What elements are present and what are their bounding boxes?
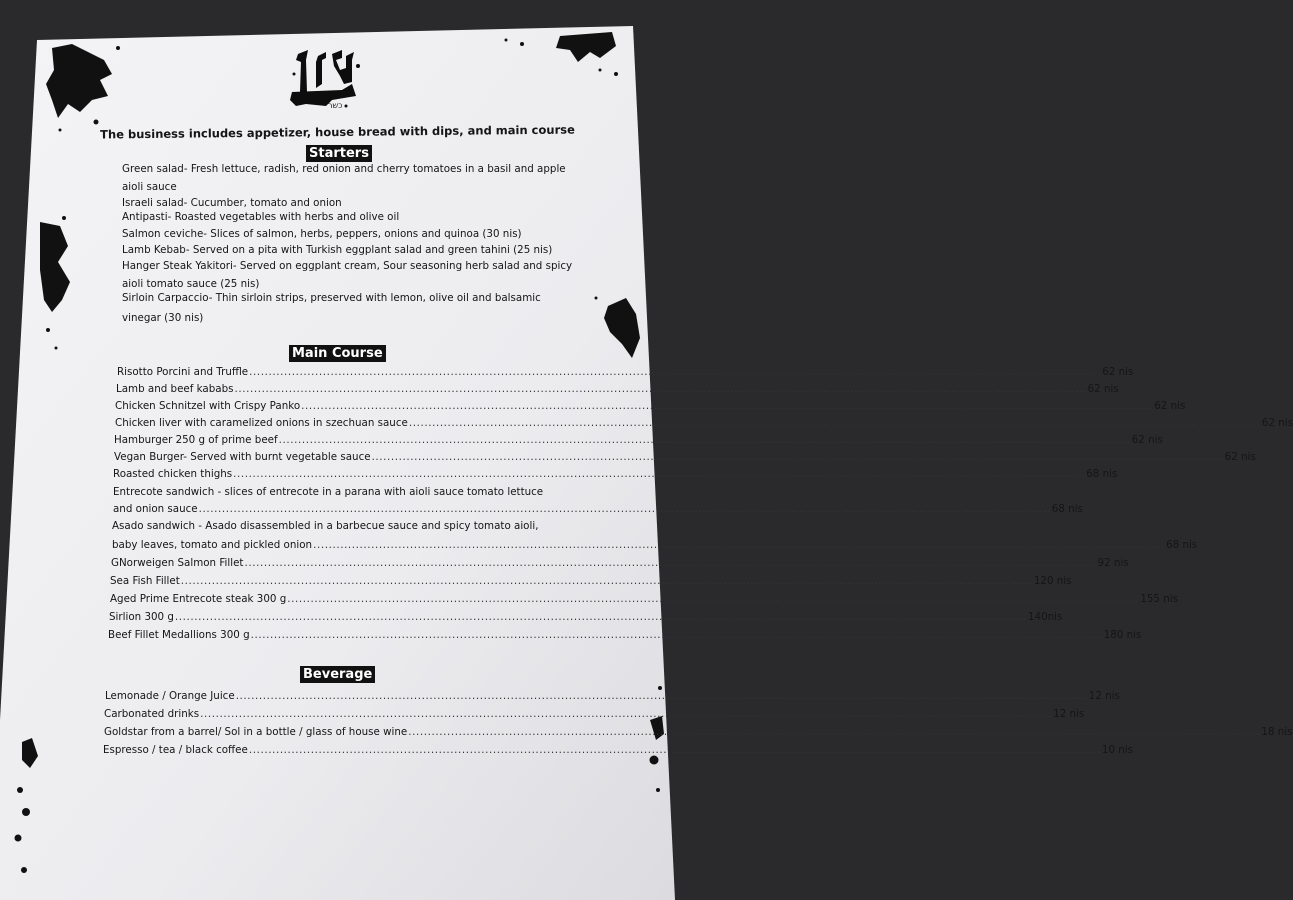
main_course-item (109, 611, 1063, 623)
dot-leader: ............................................................................................................................................................................................................................ (408, 417, 1261, 429)
item-price: 92 nis (1097, 557, 1129, 569)
beverage-heading: Beverage (300, 666, 375, 683)
item-price: 18 nis (1261, 726, 1293, 738)
dot-leader: ............................................................................................................................................................................................................................ (235, 690, 1088, 702)
dot-leader: ............................................................................................................................................................................................................................ (278, 434, 1131, 446)
starter-line: aioli sauce (122, 181, 177, 193)
dot-leader: ............................................................................................................................................................................................................................ (408, 726, 1261, 738)
starter-line: Lamb Kebab- Served on a pita with Turkish eggplant salad and green tahini (25 nis) (122, 244, 553, 256)
item-price: 68 nis (1086, 468, 1118, 480)
main_course-item (113, 468, 1118, 480)
item-price: 68 nis (1166, 539, 1198, 551)
starters-heading: Starters (306, 145, 372, 162)
main_course-item (115, 417, 1293, 429)
main_course-item (115, 400, 1186, 412)
main-course-heading: Main Course (289, 345, 386, 362)
item-name: Vegan Burger- Served with burnt vegetable sauce (114, 451, 371, 463)
dot-leader: ............................................................................................................................................................................................................................ (233, 468, 1086, 480)
main_course-item (113, 486, 543, 498)
item-name: Espresso / tea / black coffee (103, 744, 248, 756)
intro-text: The business includes appetizer, house bread with dips, and main course (100, 122, 575, 142)
dot-leader: ............................................................................................................................................................................................................................ (371, 451, 1224, 463)
dot-leader: ............................................................................................................................................................................................................................ (249, 366, 1102, 378)
starter-line: Salmon ceviche- Slices of salmon, herbs, peppers, onions and quinoa (30 nis) (122, 228, 522, 240)
item-name: Aged Prime Entrecote steak 300 g (110, 593, 287, 605)
main_course-item (108, 629, 1142, 641)
item-name: baby leaves, tomato and pickled onion (112, 539, 313, 551)
main_course-item (113, 503, 1083, 515)
item-price: 12 nis (1053, 708, 1085, 720)
item-price: 62 nis (1154, 400, 1186, 412)
item-price: 140nis (1028, 611, 1063, 623)
main_course-item (110, 575, 1072, 587)
dot-leader: ............................................................................................................................................................................................................................ (174, 611, 1027, 623)
item-name: Lamb and beef kababs (116, 383, 234, 395)
dot-leader: ............................................................................................................................................................................................................................ (301, 400, 1154, 412)
item-name: Sirlion 300 g (109, 611, 174, 623)
starter-line: Antipasti- Roasted vegetables with herbs and olive oil (122, 211, 400, 223)
restaurant-logo (286, 46, 366, 118)
item-price: 12 nis (1088, 690, 1120, 702)
item-price: 155 nis (1140, 593, 1179, 605)
dot-leader: ............................................................................................................................................................................................................................ (248, 744, 1101, 756)
dot-leader: ............................................................................................................................................................................................................................ (200, 708, 1053, 720)
item-name: and onion sauce (113, 503, 198, 515)
item-name: Chicken liver with caramelized onions in szechuan sauce (115, 417, 408, 429)
main_course-item (112, 520, 538, 532)
item-price: 62 nis (1131, 434, 1163, 446)
starter-line: Green salad- Fresh lettuce, radish, red onion and cherry tomatoes in a basil and apple (122, 163, 566, 175)
item-name: Entrecote sandwich - slices of entrecote in a parana with aioli sauce tomato lettuce (113, 486, 544, 498)
main_course-item (117, 366, 1134, 378)
item-name: Beef Fillet Medallions 300 g (108, 629, 250, 641)
starter-line: Israeli salad- Cucumber, tomato and onion (122, 197, 342, 209)
kosher-label: כשר (328, 101, 343, 110)
main_course-item (112, 539, 1198, 551)
item-name: Sea Fish Fillet (110, 575, 180, 587)
item-name: Hamburger 250 g of prime beef (114, 434, 278, 446)
item-price: 180 nis (1103, 629, 1142, 641)
item-name: Carbonated drinks (104, 708, 200, 720)
item-price: 68 nis (1051, 503, 1083, 515)
dot-leader: ............................................................................................................................................................................................................................ (244, 557, 1097, 569)
item-price: 62 nis (1224, 451, 1256, 463)
item-price: 10 nis (1101, 744, 1134, 756)
starter-line: vinegar (30 nis) (122, 312, 204, 324)
item-price: 62 nis (1087, 383, 1119, 395)
item-name: GNorweigen Salmon Fillet (111, 557, 244, 569)
item-name: Lemonade / Orange Juice (105, 690, 235, 702)
dot-leader: ............................................................................................................................................................................................................................ (250, 629, 1103, 641)
item-price: 62 nis (1102, 366, 1134, 378)
beverage-item (104, 708, 1085, 720)
item-name: Asado sandwich - Asado disassembled in a barbecue sauce and spicy tomato aioli, (112, 520, 539, 532)
beverage-item (104, 726, 1293, 738)
starter-line: aioli tomato sauce (25 nis) (122, 278, 260, 290)
starter-line: Hanger Steak Yakitori- Served on eggplant cream, Sour seasoning herb salad and spicy (122, 260, 573, 272)
main_course-item (114, 434, 1163, 446)
dot-leader: ............................................................................................................................................................................................................................ (198, 503, 1051, 515)
main_course-item (111, 557, 1129, 569)
dot-leader: ............................................................................................................................................................................................................................ (313, 539, 1166, 551)
main_course-item (116, 383, 1119, 395)
beverage-item (103, 744, 1134, 756)
dot-leader: ............................................................................................................................................................................................................................ (234, 383, 1087, 395)
main_course-item (114, 451, 1256, 463)
item-name: Goldstar from a barrel/ Sol in a bottle / glass of house wine (104, 726, 408, 738)
item-price: 62 nis (1261, 417, 1293, 429)
item-name: Roasted chicken thighs (113, 468, 233, 480)
dot-leader: ............................................................................................................................................................................................................................ (180, 575, 1033, 587)
beverage-item (105, 690, 1120, 702)
item-name: Risotto Porcini and Truffle (117, 366, 249, 378)
starter-line: Sirloin Carpaccio- Thin sirloin strips, preserved with lemon, olive oil and balsamic (122, 292, 541, 304)
item-price: 120 nis (1033, 575, 1072, 587)
dot-leader: ............................................................................................................................................................................................................................ (287, 593, 1140, 605)
main_course-item (110, 593, 1179, 605)
item-name: Chicken Schnitzel with Crispy Panko (115, 400, 301, 412)
